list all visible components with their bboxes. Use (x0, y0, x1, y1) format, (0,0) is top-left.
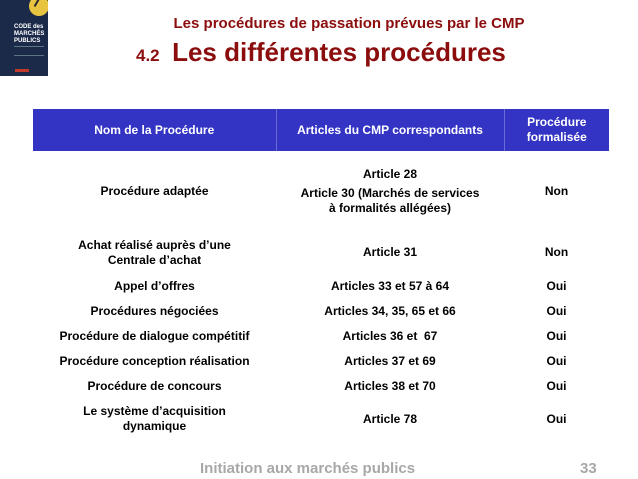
table-row (33, 231, 609, 274)
articles-cell: Article 31 (362, 245, 418, 259)
formalisee-value: Oui (546, 379, 567, 393)
table-row (33, 324, 609, 349)
formalisee-value: Oui (546, 411, 567, 426)
cover-title-line: CODE des (14, 24, 44, 30)
formalisee-value: Non (544, 183, 569, 198)
formalisee-value: Oui (546, 279, 567, 293)
procedures-table (33, 109, 609, 439)
procedure-name: Appel d’offres (114, 279, 195, 293)
articles-cell: Articles 37 et 69 (344, 354, 436, 368)
header-line: Procédure (527, 115, 587, 129)
cover-description (14, 46, 44, 56)
table-row (33, 349, 609, 374)
articles-line: Article 28 (362, 166, 418, 181)
formalisee-value: Oui (546, 304, 567, 318)
cover-sun-emblem (29, 0, 48, 16)
articles-cell: Articles 34, 35, 65 et 66 (324, 304, 456, 318)
articles-cell: Articles 38 et 70 (344, 379, 436, 393)
procedure-name: Procédure de concours (87, 379, 222, 393)
formalisee-value: Non (544, 245, 569, 259)
name-line: Achat réalisé auprès d’une (78, 237, 231, 252)
header-articles: Articles du CMP correspondants (276, 109, 504, 151)
formalisee-value: Oui (546, 329, 567, 343)
procedure-name (33, 399, 276, 439)
articles-line: à formalités allégées) (328, 200, 452, 215)
name-line: dynamique (122, 419, 187, 433)
header-procedure-name: Nom de la Procédure (33, 109, 276, 151)
cover-publisher-tag (15, 69, 29, 72)
procedure-name: Procédure adaptée (100, 183, 209, 198)
procedure-name: Procédures négociées (90, 304, 219, 318)
name-line: Centrale d’achat (107, 252, 202, 267)
articles-line: Article 30 (Marchés de services (300, 185, 480, 200)
table-row (33, 374, 609, 399)
name-line: Le système d’acquisition (83, 404, 226, 418)
cover-title-line: MARCHÉS (14, 31, 45, 37)
table-row (33, 399, 609, 439)
table-row (33, 151, 609, 231)
title-text: Les différentes procédures (172, 37, 506, 67)
header-line: formalisée (526, 130, 587, 144)
table-row (33, 299, 609, 324)
procedure-name: Procédure de dialogue compétitif (59, 329, 250, 343)
slide-title (136, 37, 506, 68)
articles-cell (276, 151, 504, 231)
procedure-name: Procédure conception réalisation (59, 354, 250, 368)
book-cover-image (0, 0, 48, 76)
articles-cell: Article 78 (362, 411, 418, 426)
table-row (33, 274, 609, 299)
cover-title-line: PUBLICS (14, 38, 41, 44)
procedure-name (33, 231, 276, 274)
articles-cell: Articles 36 et 67 (342, 329, 438, 343)
articles-cell: Articles 33 et 57 à 64 (330, 279, 450, 293)
footer-title: Initiation aux marchés publics (200, 460, 416, 477)
formalisee-value: Oui (546, 354, 567, 368)
slide-subtitle: Les procédures de passation prévues par le CMP (173, 15, 525, 32)
header-formalisee (504, 109, 609, 151)
section-number: 4.2 (136, 46, 160, 65)
table-header-row (33, 109, 609, 151)
page-number: 33 (580, 460, 597, 477)
